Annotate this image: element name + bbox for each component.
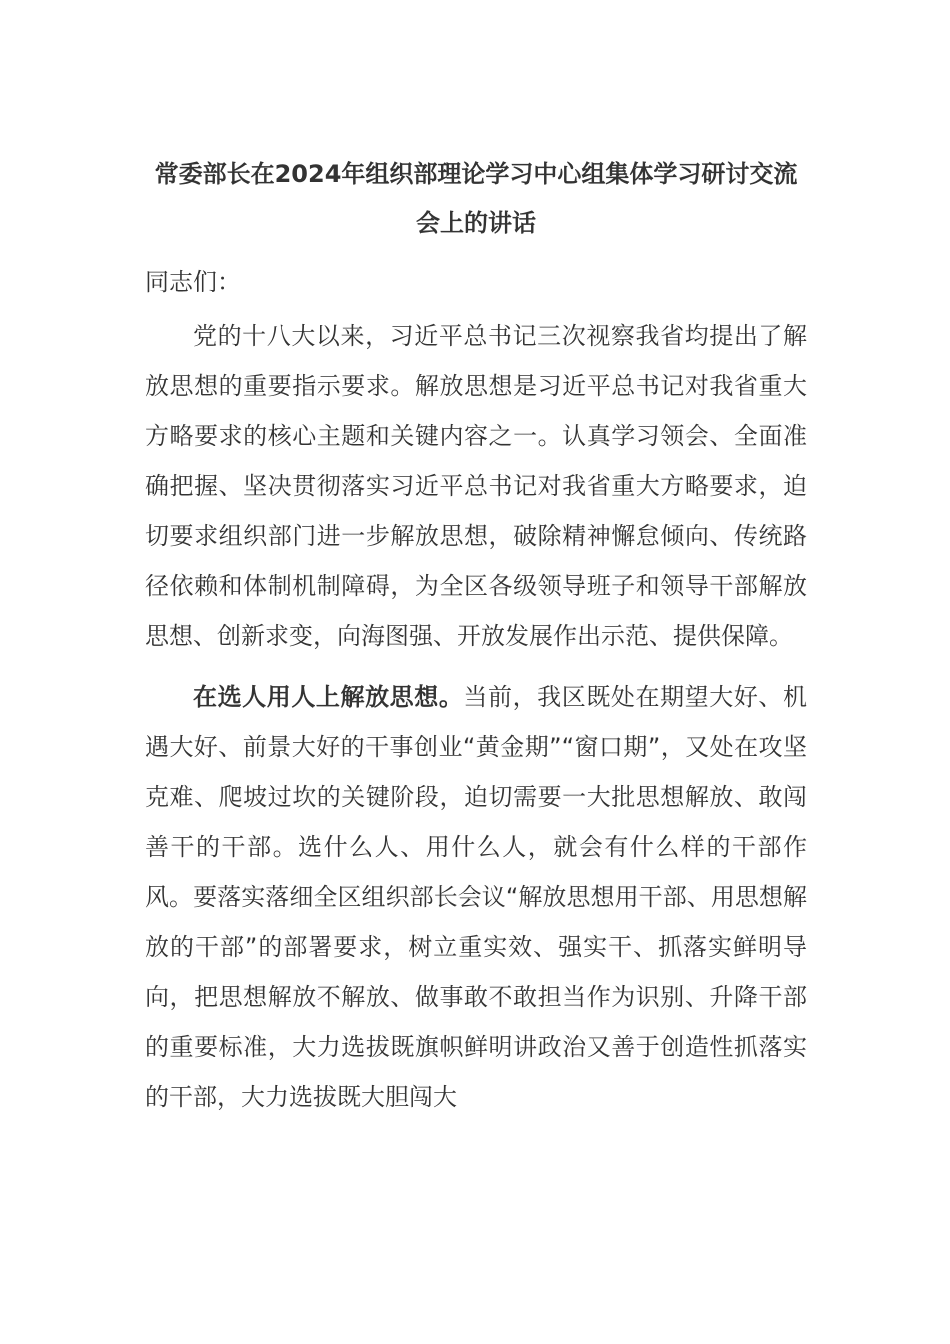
paragraph-2 [145, 672, 807, 1122]
paragraph-text: 当前，我区既处在期望大好、机遇大好、前景大好的干事创业“黄金期”“窗口期”，又处在攻坚克难、爬坡过坎的关键阶段，迫切需要一大批思想解放、敢闯善干的干部。选什么人、用什么人，就会有什么样的干部作风。要落实落细全区组织部长会议“解放思想用干部、用思想解放的干部”的部署要求，树立重实效、强实干、抓落实鲜明导向，把思想解放不解放、做事敢不敢担当作为识别、升降干部的重要标准，大力选拔既旗帜鲜明讲政治又善于创造性抓落实的干部，大力选拔既大胆闯大 [145, 683, 808, 1111]
paragraph-1 [145, 311, 807, 661]
paragraph-lead: 在选人用人上解放思想。 [193, 683, 464, 711]
paragraph-text: 党的十八大以来，习近平总书记三次视察我省均提出了解放思想的重要指示要求。解放思想是习近平总书记对我省重大方略要求的核心主题和关键内容之一。认真学习领会、全面准确把握、坚决贯彻落实习近平总书记对我省重大方略要求，迫切要求组织部门进一步解放思想，破除精神懈怠倾向、传统路径依赖和体制机制障碍，为全区各级领导班子和领导干部解放思想、创新求变，向海图强、开放发展作出示范、提供保障。 [145, 322, 807, 650]
document-page [145, 150, 807, 1133]
salutation: 同志们： [145, 268, 241, 296]
document-title: 常委部长在2024年组织部理论学习中心组集体学习研讨交流会上的讲话 [154, 160, 798, 237]
